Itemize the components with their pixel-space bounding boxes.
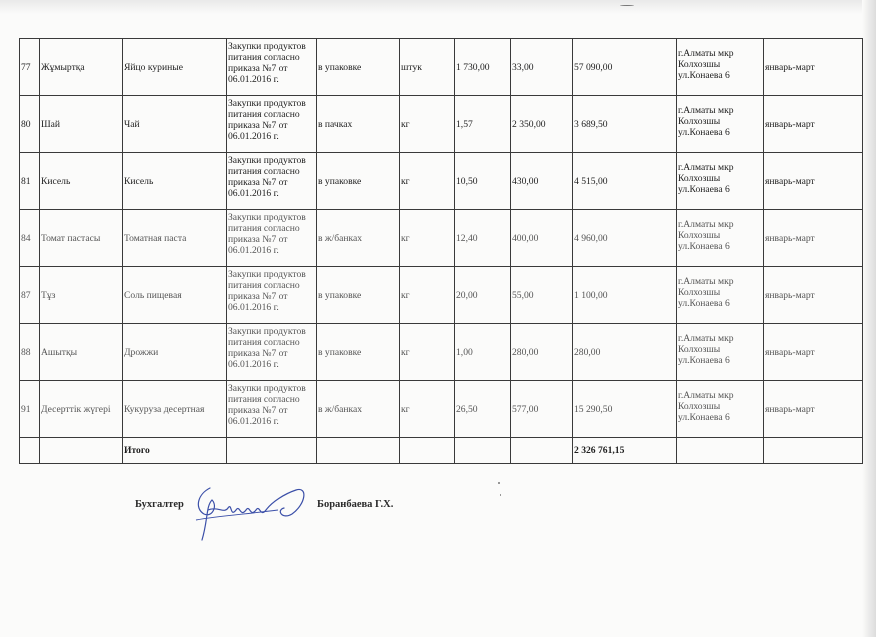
line-sum: 280,00 [573, 324, 677, 381]
row-number: 88 [20, 324, 40, 381]
unit: штук [400, 39, 455, 96]
total-cell-empty [764, 438, 863, 464]
delivery-place: г.Алматы мкр Колхозшы ул.Конаева 6 [677, 153, 764, 210]
scan-speck [500, 494, 501, 496]
line-sum: 4 960,00 [573, 210, 677, 267]
purchase-basis: Закупки продуктов питания согласно приказа №7 от 06.01.2016 г. [227, 153, 317, 210]
total-row [20, 438, 863, 464]
scan-edge-right [862, 0, 876, 637]
row-number: 84 [20, 210, 40, 267]
delivery-place: г.Алматы мкр Колхозшы ул.Конаева 6 [677, 267, 764, 324]
total-cell-empty [455, 438, 511, 464]
total-cell-empty [677, 438, 764, 464]
table-row [20, 39, 863, 96]
unit: кг [400, 210, 455, 267]
unit-price: 33,00 [511, 39, 573, 96]
table-row [20, 153, 863, 210]
delivery-place: г.Алматы мкр Колхозшы ул.Конаева 6 [677, 210, 764, 267]
name-russian: Кисель [123, 153, 227, 210]
name-russian: Чай [123, 96, 227, 153]
name-kazakh: Кисель [40, 153, 123, 210]
delivery-place: г.Алматы мкр Колхозшы ул.Конаева 6 [677, 324, 764, 381]
table-row [20, 210, 863, 267]
delivery-period: январь-март [764, 96, 863, 153]
delivery-period: январь-март [764, 381, 863, 438]
name-russian: Яйцо куриные [123, 39, 227, 96]
delivery-period: январь-март [764, 210, 863, 267]
unit-price: 55,00 [511, 267, 573, 324]
total-cell-empty [20, 438, 40, 464]
total-sum: 2 326 761,15 [573, 438, 677, 464]
packaging: в пачках [317, 96, 400, 153]
unit-price: 2 350,00 [511, 96, 573, 153]
table-row [20, 96, 863, 153]
quantity: 12,40 [455, 210, 511, 267]
purchase-basis: Закупки продуктов питания согласно приказа №7 от 06.01.2016 г. [227, 381, 317, 438]
unit-price: 280,00 [511, 324, 573, 381]
total-cell-empty [317, 438, 400, 464]
table-row [20, 381, 863, 438]
row-number: 80 [20, 96, 40, 153]
unit: кг [400, 324, 455, 381]
unit-price: 577,00 [511, 381, 573, 438]
delivery-period: январь-март [764, 153, 863, 210]
unit-price: 400,00 [511, 210, 573, 267]
packaging: в упаковке [317, 153, 400, 210]
unit: кг [400, 267, 455, 324]
purchase-basis: Закупки продуктов питания согласно приказа №7 от 06.01.2016 г. [227, 324, 317, 381]
accountant-name: Боранбаева Г.Х. [317, 499, 394, 510]
delivery-place: г.Алматы мкр Колхозшы ул.Конаева 6 [677, 39, 764, 96]
name-russian: Дрожжи [123, 324, 227, 381]
name-russian: Кукуруза десертная [123, 381, 227, 438]
name-russian: Томатная паста [123, 210, 227, 267]
quantity: 1,00 [455, 324, 511, 381]
quantity: 20,00 [455, 267, 511, 324]
delivery-period: январь-март [764, 324, 863, 381]
name-kazakh: Шай [40, 96, 123, 153]
line-sum: 15 290,50 [573, 381, 677, 438]
purchase-basis: Закупки продуктов питания согласно приказа №7 от 06.01.2016 г. [227, 96, 317, 153]
purchase-basis: Закупки продуктов питания согласно приказа №7 от 06.01.2016 г. [227, 210, 317, 267]
unit-price: 430,00 [511, 153, 573, 210]
total-cell-empty [227, 438, 317, 464]
purchase-basis: Закупки продуктов питания согласно приказа №7 от 06.01.2016 г. [227, 267, 317, 324]
quantity: 1,57 [455, 96, 511, 153]
name-russian: Соль пищевая [123, 267, 227, 324]
row-number: 91 [20, 381, 40, 438]
row-number: 81 [20, 153, 40, 210]
table-row [20, 267, 863, 324]
total-label: Итого [123, 438, 227, 464]
name-kazakh: Ашытқы [40, 324, 123, 381]
purchase-basis: Закупки продуктов питания согласно приказа №7 от 06.01.2016 г. [227, 39, 317, 96]
accountant-role: Бухгалтер [135, 499, 184, 510]
line-sum: 4 515,00 [573, 153, 677, 210]
total-cell-empty [40, 438, 123, 464]
line-sum: 57 090,00 [573, 39, 677, 96]
packaging: в ж/банках [317, 210, 400, 267]
quantity: 10,50 [455, 153, 511, 210]
handwritten-signature [188, 480, 318, 550]
packaging: в упаковке [317, 324, 400, 381]
name-kazakh: Десерттік жүгері [40, 381, 123, 438]
name-kazakh: Тұз [40, 267, 123, 324]
scan-speck [498, 482, 500, 484]
table-body [20, 39, 863, 438]
unit: кг [400, 96, 455, 153]
delivery-period: январь-март [764, 267, 863, 324]
scan-edge-top [0, 0, 876, 14]
quantity: 1 730,00 [455, 39, 511, 96]
row-number: 77 [20, 39, 40, 96]
name-kazakh: Томат пастасы [40, 210, 123, 267]
name-kazakh: Жұмыртқа [40, 39, 123, 96]
line-sum: 3 689,50 [573, 96, 677, 153]
table-row [20, 324, 863, 381]
total-cell-empty [511, 438, 573, 464]
packaging: в упаковке [317, 267, 400, 324]
line-sum: 1 100,00 [573, 267, 677, 324]
delivery-place: г.Алматы мкр Колхозшы ул.Конаева 6 [677, 381, 764, 438]
procurement-table [19, 38, 863, 464]
quantity: 26,50 [455, 381, 511, 438]
unit: кг [400, 153, 455, 210]
row-number: 87 [20, 267, 40, 324]
delivery-place: г.Алматы мкр Колхозшы ул.Конаева 6 [677, 96, 764, 153]
unit: кг [400, 381, 455, 438]
total-cell-empty [400, 438, 455, 464]
packaging: в упаковке [317, 39, 400, 96]
delivery-period: январь-март [764, 39, 863, 96]
scan-speck [620, 5, 634, 6]
packaging: в ж/банках [317, 381, 400, 438]
